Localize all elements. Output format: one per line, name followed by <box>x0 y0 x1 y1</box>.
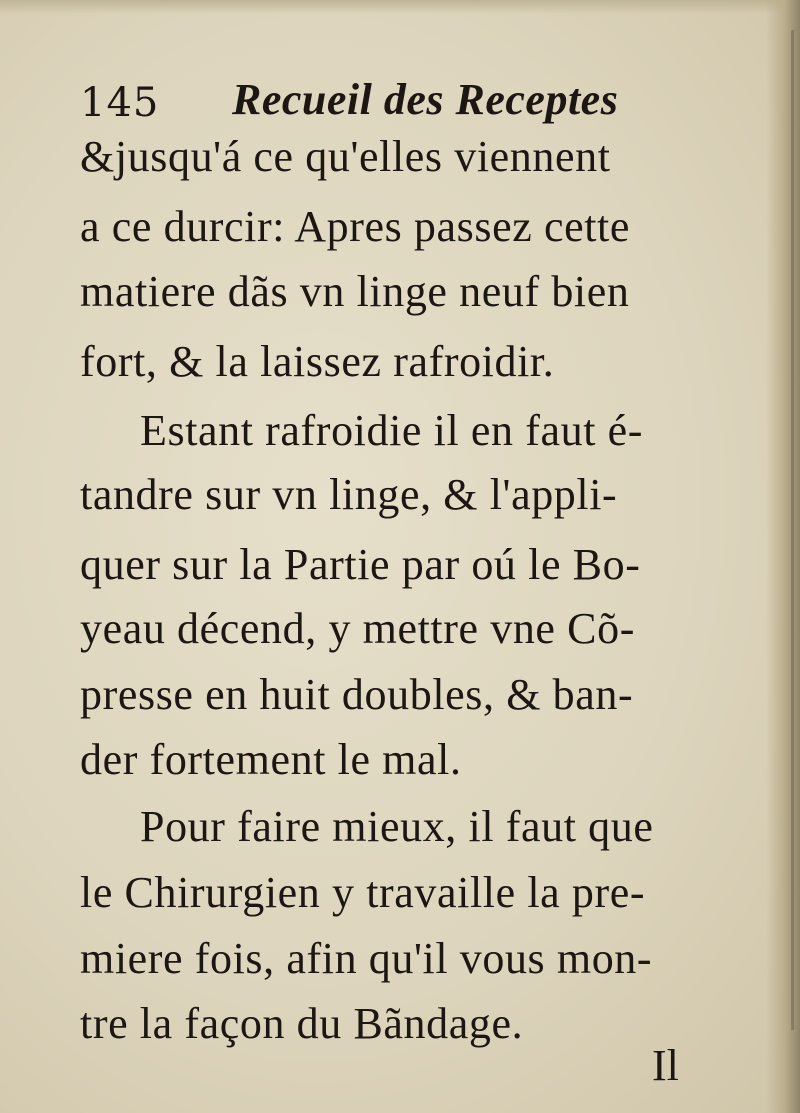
text-line: yeau décend, y mettre vne Cõ- <box>80 604 635 653</box>
paragraph-start-line: Estant rafroidie il en faut é- <box>140 406 644 455</box>
text-line: tandre sur vn linge, & l'appli- <box>80 470 618 519</box>
text-line: miere fois, afin qu'il vous mon- <box>80 934 653 983</box>
text-line: quer sur la Partie par oú le Bo- <box>80 540 641 589</box>
text-line: &jusqu'á ce qu'elles viennent <box>80 132 611 181</box>
text-line: presse en huit doubles, & ban- <box>80 670 634 719</box>
paragraph-start-line: Pour faire mieux, il faut que <box>140 802 654 851</box>
text-line: fort, & la laissez rafroidir. <box>80 337 555 386</box>
page-top-edge <box>0 0 800 14</box>
running-title: Recueil des Receptes <box>232 75 619 124</box>
text-line: der fortement le mal. <box>80 735 462 784</box>
text-line: a ce durcir: Apres passez cette <box>80 202 630 251</box>
binding-edge <box>791 30 794 1030</box>
catchword: Il <box>652 1041 679 1090</box>
page-number: 145 <box>80 80 160 126</box>
text-line: le Chirurgien y travaille la pre- <box>80 868 646 917</box>
page-gutter-shadow <box>766 0 800 1113</box>
text-line: tre la façon du Bãndage. <box>80 999 524 1048</box>
text-line: matiere dãs vn linge neuf bien <box>80 267 630 316</box>
